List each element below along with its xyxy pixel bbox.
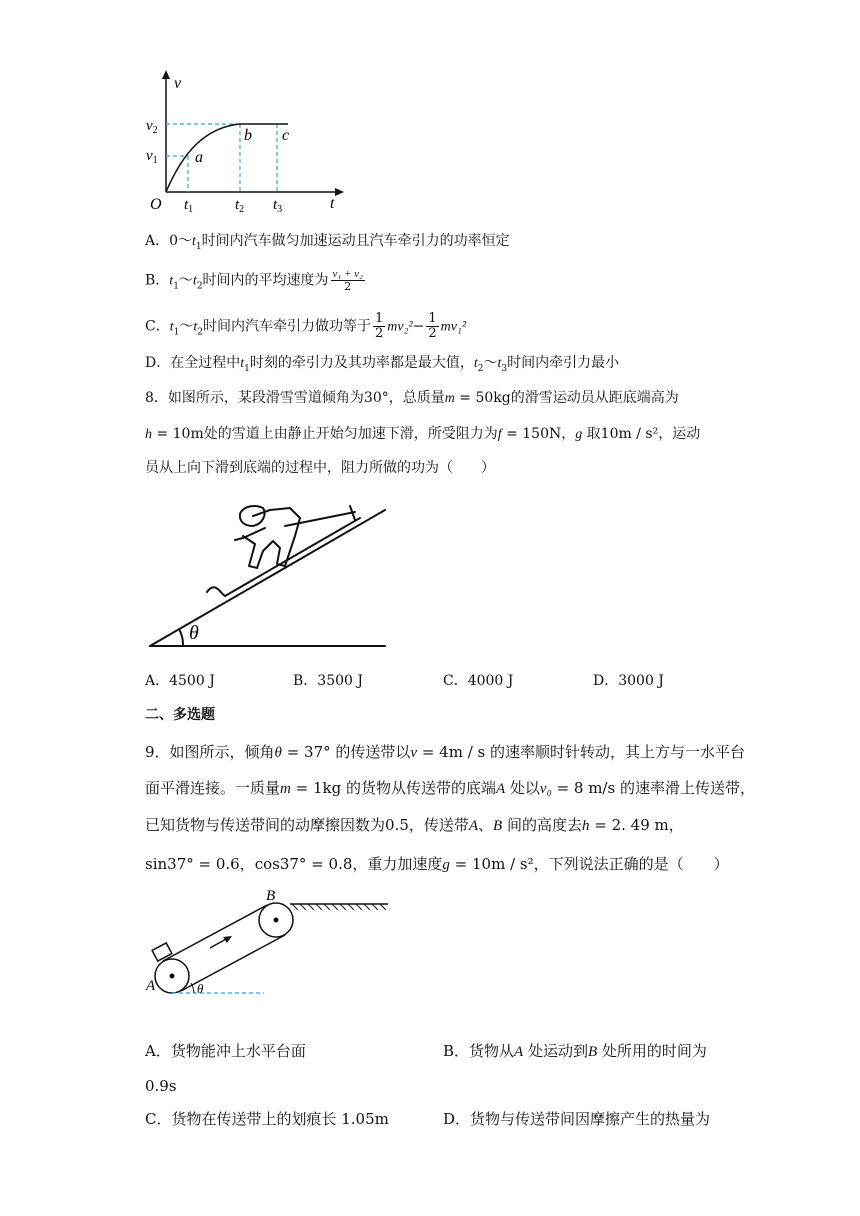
q8-option-d: D．3000 J — [593, 673, 664, 689]
graph-axes — [166, 74, 340, 192]
vt-curve — [166, 124, 288, 192]
q9-stem-line1: 9．如图所示，倾角θ = 37° 的传送带以v = 4m / s 的速率顺时针转动，其上方与一水平台 — [145, 743, 745, 761]
conveyor-belt-figure — [142, 886, 392, 1000]
label-theta: θ — [197, 981, 204, 996]
q8-stem-line1: 8．如图所示，某段滑雪雪道倾角为30°，总质量m = 50kg的滑雪运动员从距底端高为 — [145, 390, 679, 406]
skier-arm — [235, 528, 265, 540]
v1-label: $v_1$ — [146, 148, 158, 166]
v-axis-arrow — [162, 70, 170, 79]
q7-option-a: A．$0\sim t_1$时间内汽车做匀加速运动且汽车牵引力的功率恒定 — [145, 233, 510, 252]
q7-option-c: C．$t_1\sim t_2$时间内汽车牵引力做功等于 $\frac{1}{2}$ mv₂²− $\frac{1}{2}$ mv₁² — [145, 311, 467, 341]
skier-body — [243, 508, 300, 568]
q7-option-b: B．$t_1\sim t_2$时间内的平均速度为 $\frac{\text{v₁ + v₂}}{2}$ — [145, 268, 363, 293]
q9-option-b: B．货物从A 处运动到B 处所用的时间为 — [443, 1042, 707, 1060]
q9-stem-line4: sin37° = 0.6，cos37° = 0.8，重力加速度g = 10m / s²，下列说法正确的是（ ） — [145, 855, 729, 873]
axis-t-label: t — [330, 195, 335, 212]
q8-option-a: A．4500 J — [145, 673, 215, 689]
q8-option-b: B．3500 J — [293, 673, 363, 689]
q8-stem-line2: h = 10m处的雪道上由静止开始匀加速下滑，所受阻力为f = 150N，g 取10m / s²，运动 — [145, 426, 701, 442]
platform-hatching — [292, 904, 386, 910]
slope-incline — [150, 510, 385, 646]
label-A: A — [146, 978, 156, 994]
ski — [207, 518, 360, 596]
dashed-guides — [166, 124, 277, 192]
origin-label: O — [150, 196, 162, 213]
skier-slope-figure — [145, 496, 395, 652]
q7-option-d: D．在全过程中$t_1$时刻的牵引力及其功率都是最大值，$t_2\sim t_3$时间内牵引力最小 — [145, 355, 620, 374]
angle-arc — [179, 629, 183, 646]
label-B: B — [266, 888, 276, 904]
t3-label: $t_3$ — [273, 197, 283, 215]
q8-stem-line3: 员从上向下滑到底端的过程中，阻力所做的功为（ ） — [145, 460, 495, 476]
point-c-label: c — [282, 127, 290, 144]
t-axis-arrow — [335, 188, 344, 196]
v2-label: $v_2$ — [146, 118, 158, 136]
theta-label: θ — [189, 622, 199, 644]
q8-option-c: C．4000 J — [443, 673, 514, 689]
point-a-label: a — [195, 149, 203, 166]
point-b-label: b — [244, 127, 252, 144]
vt-graph — [140, 68, 360, 218]
axis-v-label: v — [174, 75, 182, 92]
q9-option-a: A．货物能冲上水平台面 — [145, 1042, 306, 1060]
t2-label: $t_2$ — [235, 197, 245, 215]
q9-stem-line3: 已知货物与传送带间的动摩擦因数为0.5，传送带A、B 间的高度去h = 2. 49 m， — [145, 816, 684, 834]
q9-option-d: D．货物与传送带间因摩擦产生的热量为 — [443, 1110, 711, 1128]
q9-stem-line2: 面平滑连接。一质量m = 1kg 的货物从传送带的底端A 处以v₀ = 8 m/s 的速率滑上传送带， — [145, 779, 755, 797]
section-heading-multi-choice: 二、多选题 — [145, 707, 215, 723]
q9-option-c: C．货物在传送带上的划痕长 1.05m — [145, 1110, 389, 1128]
q9-option-b-continued: 0.9s — [145, 1077, 177, 1095]
fraction-avg-velocity: $\frac{\text{v₁ + v₂}}{2}$ — [332, 268, 363, 293]
t1-label: $t_1$ — [184, 197, 194, 215]
